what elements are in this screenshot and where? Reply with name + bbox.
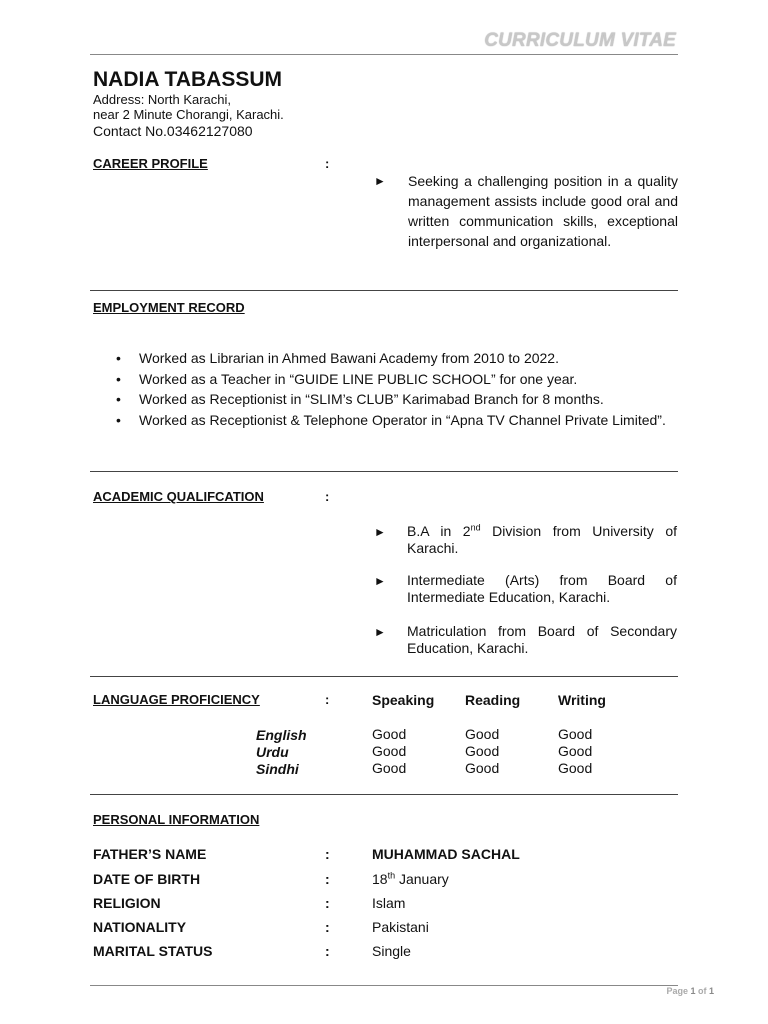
- urdu-writing: Good: [558, 743, 593, 759]
- date-of-birth-value: 18th January: [372, 870, 449, 887]
- date-of-birth-colon: :: [325, 871, 330, 887]
- nationality-label: NATIONALITY: [93, 919, 187, 935]
- english-speaking: Good: [372, 726, 407, 742]
- academic-qualification-heading: ACADEMIC QUALIFCATION: [93, 489, 264, 504]
- urdu-speaking: Good: [372, 743, 407, 759]
- fathers-name-value: MUHAMMAD SACHAL: [372, 846, 520, 862]
- language-colon: :: [325, 692, 330, 707]
- career-colon: :: [325, 156, 330, 171]
- religion-value: Islam: [372, 895, 406, 911]
- page-number: Page 1 of 1: [666, 986, 714, 996]
- column-header-reading: Reading: [465, 692, 521, 708]
- marital-status-colon: :: [325, 943, 330, 959]
- language-english: English: [256, 727, 307, 743]
- academic-item-intermediate: Intermediate (Arts) from Board of Intermediate Education, Karachi.: [407, 572, 677, 605]
- bullet-icon: •: [116, 411, 121, 428]
- section-divider: [90, 794, 678, 795]
- list-item: • Worked as Librarian in Ahmed Bawani Academy from 2010 to 2022.: [116, 348, 678, 369]
- academic-colon: :: [325, 489, 330, 504]
- language-proficiency-heading: LANGUAGE PROFICIENCY: [93, 692, 260, 707]
- employment-record-heading: EMPLOYMENT RECORD: [93, 300, 245, 315]
- employment-list: [116, 348, 678, 430]
- nationality-value: Pakistani: [372, 919, 429, 935]
- address-line-1: Address: North Karachi,: [93, 92, 232, 107]
- footer-divider: [90, 985, 678, 986]
- english-writing: Good: [558, 726, 593, 742]
- academic-item-ba: B.A in 2nd Division from University of Karachi.: [407, 522, 677, 556]
- sindhi-writing: Good: [558, 760, 593, 776]
- document-header-title: CURRICULUM VITAE: [484, 30, 676, 51]
- language-sindhi: Sindhi: [256, 761, 299, 777]
- academic-bullet-icon: ►: [374, 525, 386, 539]
- religion-colon: :: [325, 895, 330, 911]
- academic-bullet-icon: ►: [374, 574, 386, 588]
- fathers-name-label: FATHER’S NAME: [93, 846, 207, 862]
- column-header-writing: Writing: [558, 692, 606, 708]
- fathers-name-colon: :: [325, 846, 330, 862]
- date-of-birth-label: DATE OF BIRTH: [93, 871, 201, 887]
- sindhi-speaking: Good: [372, 760, 407, 776]
- list-item: • Worked as Receptionist & Telephone Operator in “Apna TV Channel Private Limited”.: [116, 410, 678, 431]
- marital-status-value: Single: [372, 943, 411, 959]
- header-divider: [90, 54, 678, 55]
- section-divider: [90, 290, 678, 291]
- academic-bullet-icon: ►: [374, 625, 386, 639]
- bullet-icon: •: [116, 350, 121, 366]
- urdu-reading: Good: [465, 743, 500, 759]
- candidate-name: NADIA TABASSUM: [93, 68, 282, 91]
- career-bullet-icon: ►: [374, 174, 386, 188]
- career-profile-heading: CAREER PROFILE: [93, 156, 208, 171]
- academic-item-matriculation: Matriculation from Board of Secondary Education, Karachi.: [407, 623, 677, 656]
- list-item: • Worked as Receptionist in “SLIM’s CLUB” Karimabad Branch for 8 months.: [116, 389, 678, 410]
- career-profile-text: Seeking a challenging position in a quality management assists include good oral and written communication skills, exceptional interpersonal and organizational.: [408, 173, 678, 249]
- bullet-icon: •: [116, 370, 121, 387]
- religion-label: RELIGION: [93, 895, 161, 911]
- section-divider: [90, 471, 678, 472]
- list-item: • Worked as a Teacher in “GUIDE LINE PUBLIC SCHOOL” for one year.: [116, 369, 678, 390]
- contact-number: Contact No.03462127080: [93, 123, 253, 139]
- bullet-icon: •: [116, 391, 121, 407]
- personal-information-heading: PERSONAL INFORMATION: [93, 812, 260, 827]
- address-line-2: near 2 Minute Chorangi, Karachi.: [93, 107, 284, 122]
- english-reading: Good: [465, 726, 500, 742]
- section-divider: [90, 676, 678, 677]
- marital-status-label: MARITAL STATUS: [93, 943, 213, 959]
- column-header-speaking: Speaking: [372, 692, 435, 708]
- nationality-colon: :: [325, 919, 330, 935]
- language-urdu: Urdu: [256, 744, 289, 760]
- sindhi-reading: Good: [465, 760, 500, 776]
